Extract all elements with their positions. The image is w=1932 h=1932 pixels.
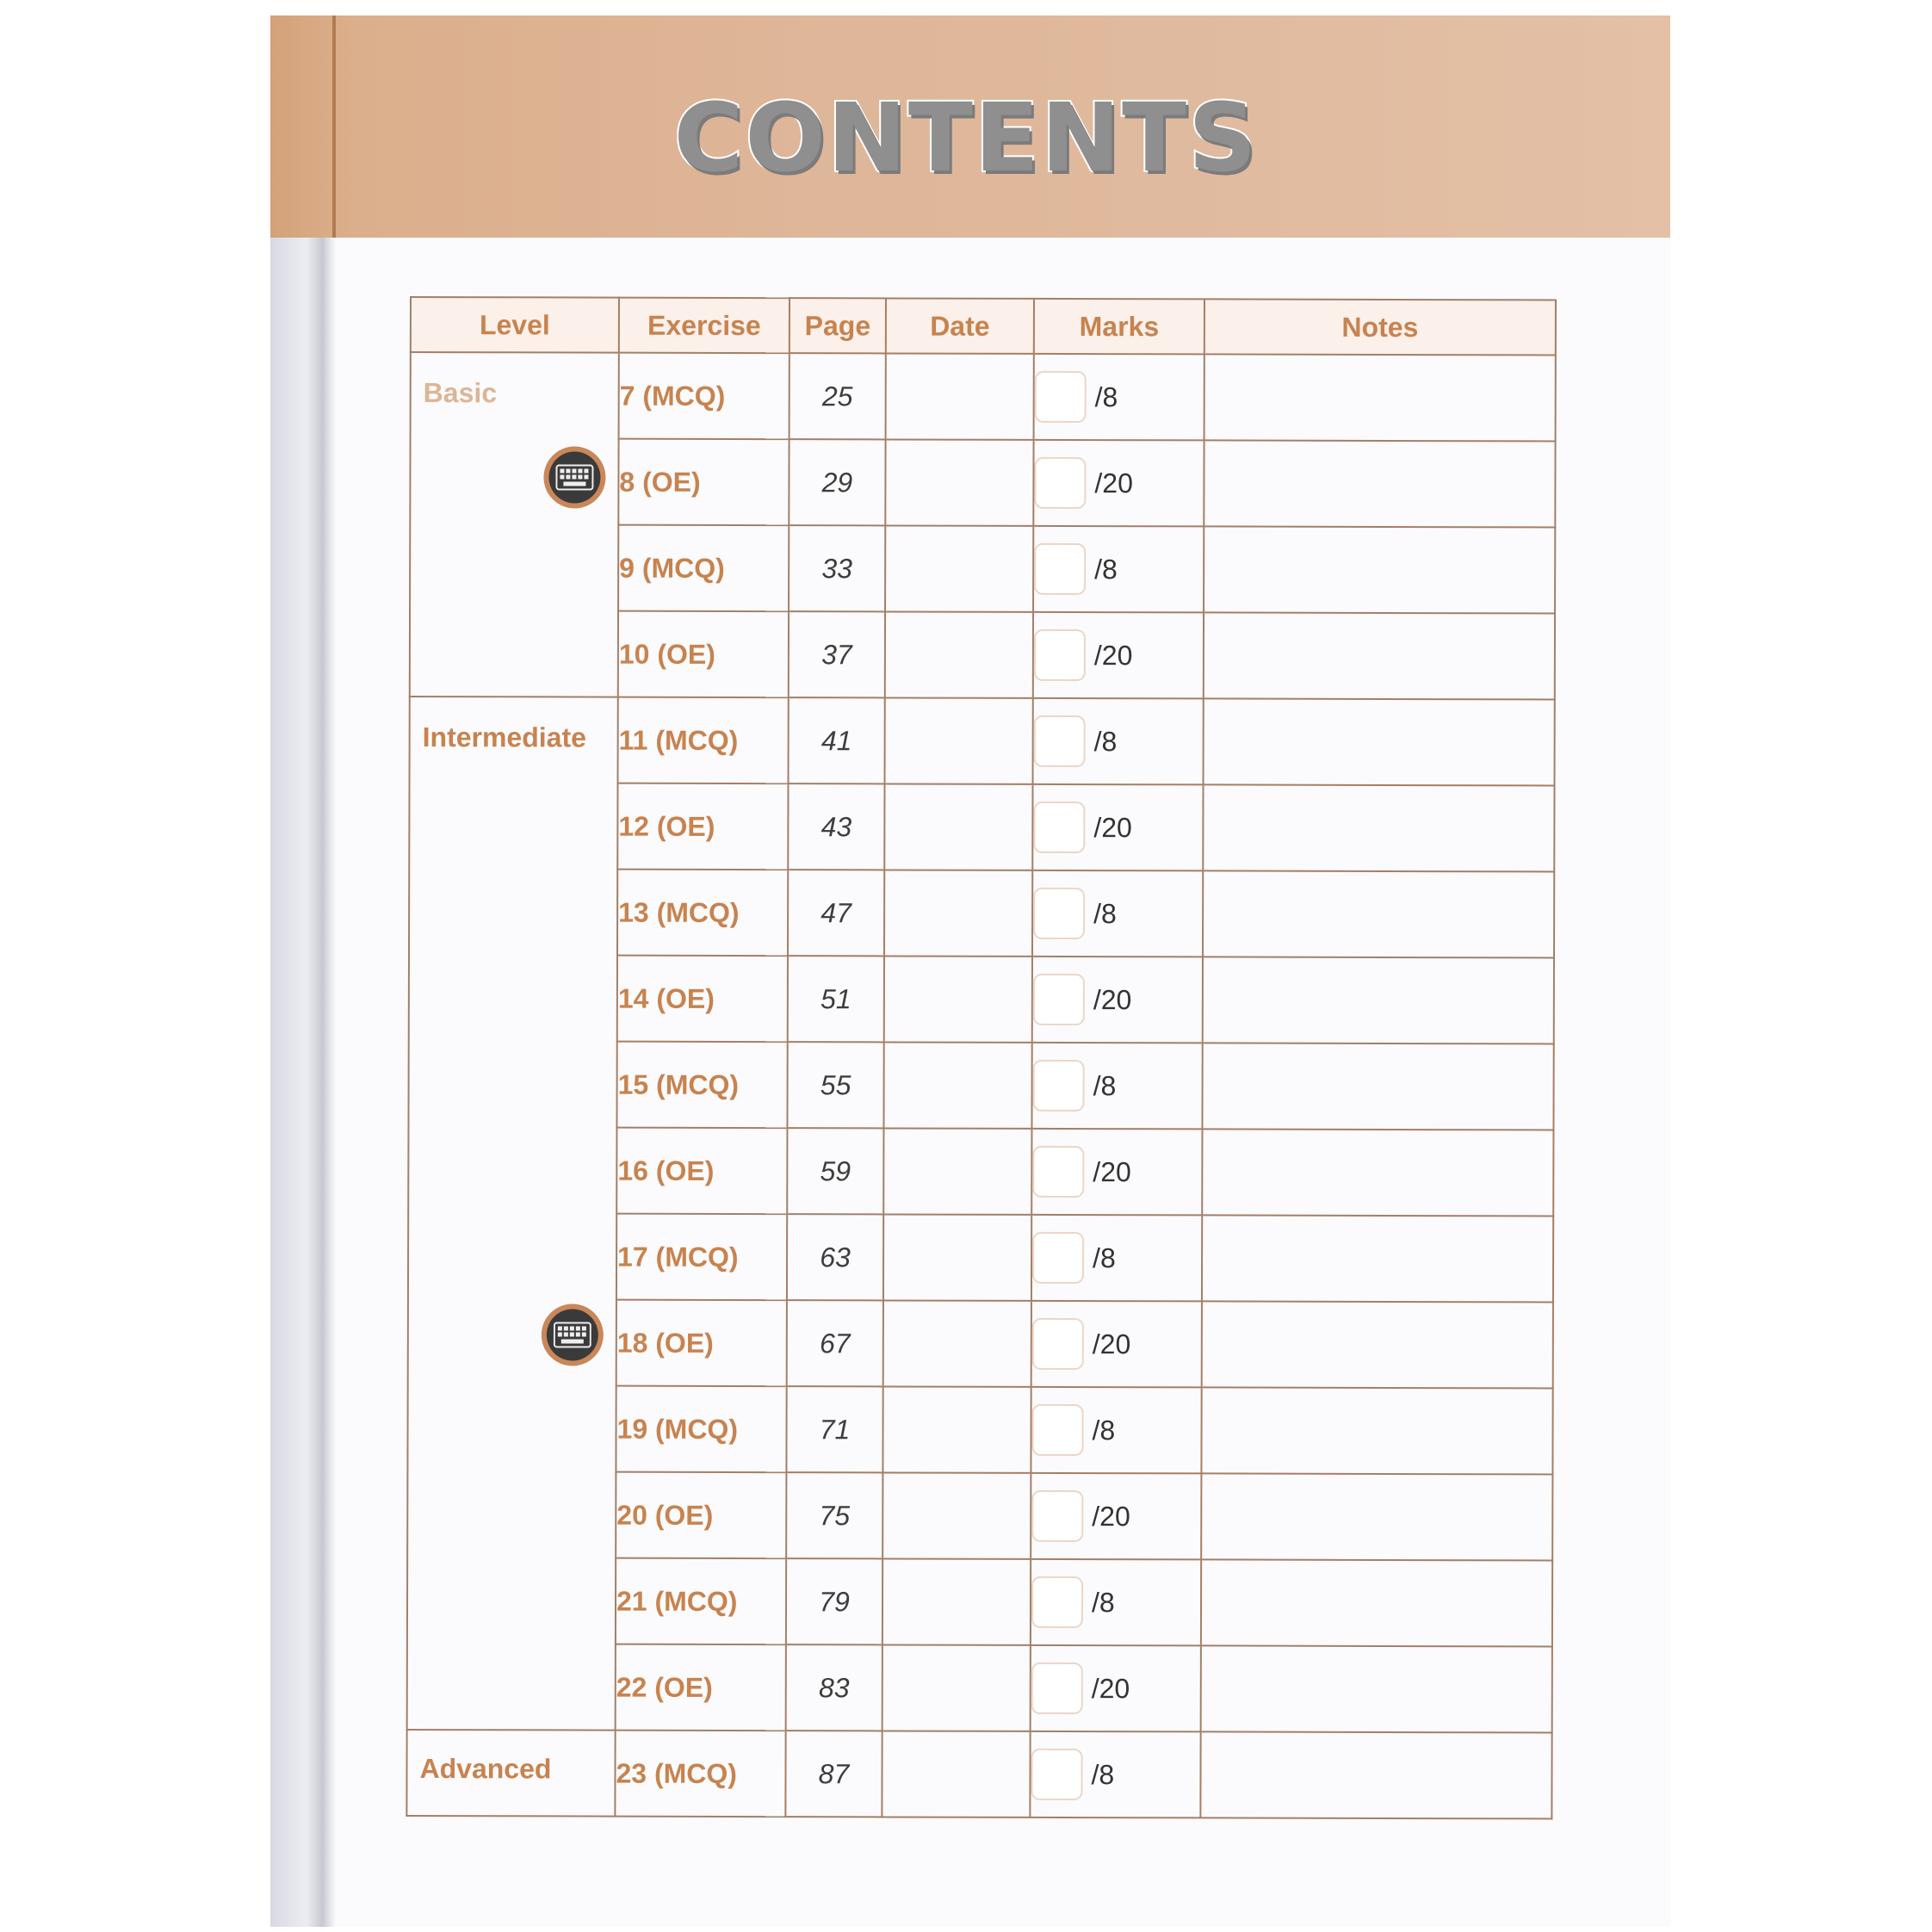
notes-field[interactable]	[1201, 1645, 1552, 1732]
page-number-cell: 51	[788, 956, 884, 1042]
notes-field[interactable]	[1202, 1215, 1553, 1302]
header-date: Date	[886, 298, 1034, 353]
marks-total: /8	[1093, 725, 1118, 757]
notes-field[interactable]	[1203, 784, 1554, 871]
exercise-cell: 7 (MCQ)	[619, 353, 790, 440]
marks-total: /20	[1093, 1155, 1131, 1187]
exercise-cell: 20 (OE)	[616, 1472, 786, 1559]
notes-field[interactable]	[1202, 1043, 1553, 1130]
header-notes: Notes	[1204, 299, 1556, 355]
marks-input-box[interactable]	[1033, 802, 1085, 853]
marks-total: /20	[1092, 1500, 1130, 1532]
exercise-cell: 8 (OE)	[618, 439, 789, 526]
page-number-cell: 67	[787, 1300, 883, 1386]
page-number-cell: 29	[789, 439, 885, 525]
marks-total: /8	[1094, 553, 1118, 585]
marks-total: /20	[1092, 1328, 1131, 1359]
header-row	[411, 297, 1556, 355]
marks-cell	[1033, 440, 1204, 527]
page-binding	[270, 15, 336, 1927]
marks-cell	[1031, 1559, 1201, 1646]
page-number-cell: 75	[786, 1472, 882, 1558]
marks-cell	[1030, 1731, 1200, 1818]
marks-total: /8	[1094, 381, 1118, 412]
marks-input-box[interactable]	[1035, 371, 1087, 423]
marks-cell	[1032, 870, 1203, 957]
marks-cell	[1033, 526, 1204, 613]
exercise-cell: 13 (MCQ)	[617, 870, 788, 957]
marks-input-box[interactable]	[1034, 715, 1086, 767]
contents-table	[406, 296, 1557, 1819]
page-number-cell: 71	[786, 1386, 882, 1472]
page-number-cell: 63	[787, 1214, 883, 1300]
page-number-cell: 83	[786, 1644, 882, 1731]
marks-total: /20	[1093, 639, 1133, 671]
marks-input-box[interactable]	[1034, 457, 1086, 509]
marks-total: /8	[1093, 1069, 1117, 1101]
page-number-cell: 47	[788, 870, 884, 956]
marks-input-box[interactable]	[1034, 543, 1086, 595]
notes-field[interactable]	[1203, 957, 1554, 1043]
marks-cell	[1034, 354, 1204, 441]
exercise-cell: 9 (MCQ)	[618, 525, 789, 612]
date-field[interactable]	[882, 1644, 1031, 1731]
marks-cell	[1033, 698, 1204, 785]
level-label-intermediate: Intermediate	[422, 721, 586, 753]
exercise-cell: 10 (OE)	[618, 611, 789, 698]
marks-total: /20	[1093, 983, 1132, 1015]
date-field[interactable]	[884, 870, 1032, 956]
marks-total: /20	[1094, 467, 1133, 498]
marks-cell	[1032, 957, 1203, 1043]
level-cell-basic	[410, 352, 619, 697]
exercise-cell: 14 (OE)	[617, 956, 788, 1043]
level-label-basic: Basic	[423, 377, 498, 409]
keyboard-badge-icon	[542, 1303, 604, 1365]
marks-input-box[interactable]	[1032, 1232, 1084, 1284]
notes-field[interactable]	[1204, 698, 1555, 785]
marks-input-box[interactable]	[1031, 1576, 1083, 1628]
keyboard-badge-icon	[543, 446, 605, 508]
marks-input-box[interactable]	[1032, 1146, 1084, 1198]
page-title: CONTENTS	[673, 83, 1259, 193]
marks-cell	[1031, 1215, 1202, 1302]
marks-cell	[1031, 1387, 1201, 1474]
exercise-cell: 18 (OE)	[616, 1300, 787, 1387]
marks-input-box[interactable]	[1033, 1060, 1085, 1112]
marks-cell	[1031, 1301, 1202, 1388]
exercise-cell: 16 (OE)	[616, 1128, 787, 1215]
exercise-cell: 22 (OE)	[616, 1644, 786, 1731]
date-field[interactable]	[883, 1042, 1031, 1128]
marks-cell	[1031, 1473, 1201, 1560]
page-number-cell: 33	[789, 525, 885, 611]
page-number-cell: 43	[788, 783, 884, 870]
notes-field[interactable]	[1201, 1473, 1552, 1560]
notes-field[interactable]	[1204, 440, 1555, 527]
marks-cell	[1031, 1645, 1201, 1732]
table-row	[410, 697, 1555, 785]
date-field[interactable]	[885, 439, 1033, 525]
notes-field[interactable]	[1203, 870, 1554, 957]
header-page: Page	[790, 298, 886, 353]
page-number-cell: 59	[787, 1128, 883, 1214]
page-number-cell: 79	[786, 1558, 882, 1644]
date-field[interactable]	[885, 525, 1033, 611]
exercise-cell: 17 (MCQ)	[616, 1214, 787, 1301]
marks-input-box[interactable]	[1034, 629, 1086, 681]
table-row	[411, 352, 1556, 441]
date-field[interactable]	[882, 1731, 1030, 1817]
date-field[interactable]	[882, 1558, 1031, 1644]
marks-cell	[1033, 612, 1204, 699]
notes-field[interactable]	[1202, 1129, 1553, 1216]
page-number-cell: 41	[789, 697, 885, 783]
marks-total: /8	[1091, 1758, 1115, 1790]
marks-input-box[interactable]	[1031, 1749, 1082, 1800]
marks-input-box[interactable]	[1033, 974, 1085, 1025]
date-field[interactable]	[883, 1300, 1031, 1386]
date-field[interactable]	[882, 1472, 1031, 1558]
notes-field[interactable]	[1202, 1301, 1553, 1388]
date-field[interactable]	[884, 956, 1032, 1042]
marks-input-box[interactable]	[1031, 1404, 1083, 1456]
date-field[interactable]	[885, 697, 1033, 783]
notes-field[interactable]	[1204, 526, 1555, 613]
date-field[interactable]	[883, 1128, 1031, 1214]
exercise-cell: 19 (MCQ)	[616, 1386, 786, 1473]
page-number-cell: 87	[785, 1731, 882, 1817]
exercise-cell: 11 (MCQ)	[618, 697, 789, 784]
marks-input-box[interactable]	[1031, 1663, 1083, 1714]
marks-total: /8	[1093, 897, 1117, 929]
date-field[interactable]	[885, 611, 1033, 697]
marks-total: /8	[1092, 1414, 1116, 1446]
marks-input-box[interactable]	[1033, 888, 1085, 939]
exercise-cell: 23 (MCQ)	[615, 1731, 785, 1817]
exercise-cell: 15 (MCQ)	[616, 1042, 787, 1129]
header-level: Level	[411, 297, 619, 353]
marks-total: /8	[1093, 1242, 1116, 1273]
marks-cell	[1031, 1043, 1202, 1130]
page-number-cell: 25	[790, 353, 886, 439]
date-field[interactable]	[886, 353, 1034, 439]
notes-field[interactable]	[1204, 612, 1555, 699]
level-cell-advanced	[406, 1730, 615, 1817]
marks-total: /20	[1091, 1672, 1130, 1704]
notes-field[interactable]	[1201, 1559, 1552, 1646]
marks-input-box[interactable]	[1031, 1490, 1083, 1542]
date-field[interactable]	[882, 1386, 1031, 1472]
exercise-cell: 21 (MCQ)	[616, 1558, 786, 1645]
date-field[interactable]	[883, 1214, 1031, 1300]
notes-field[interactable]	[1200, 1731, 1551, 1818]
header-exercise: Exercise	[619, 298, 790, 354]
table-row	[406, 1730, 1551, 1818]
notes-field[interactable]	[1201, 1387, 1552, 1474]
page-number-cell: 37	[789, 611, 885, 697]
marks-input-box[interactable]	[1032, 1318, 1084, 1370]
exercise-cell: 12 (OE)	[617, 783, 788, 870]
marks-cell	[1032, 784, 1203, 871]
page-number-cell: 55	[787, 1042, 883, 1128]
notes-field[interactable]	[1204, 354, 1556, 441]
level-cell-intermediate	[407, 697, 618, 1731]
marks-total: /8	[1091, 1586, 1115, 1618]
header-marks: Marks	[1034, 299, 1204, 355]
marks-total: /20	[1093, 811, 1132, 843]
level-label-advanced: Advanced	[419, 1753, 552, 1785]
date-field[interactable]	[884, 783, 1032, 870]
marks-cell	[1031, 1129, 1202, 1216]
